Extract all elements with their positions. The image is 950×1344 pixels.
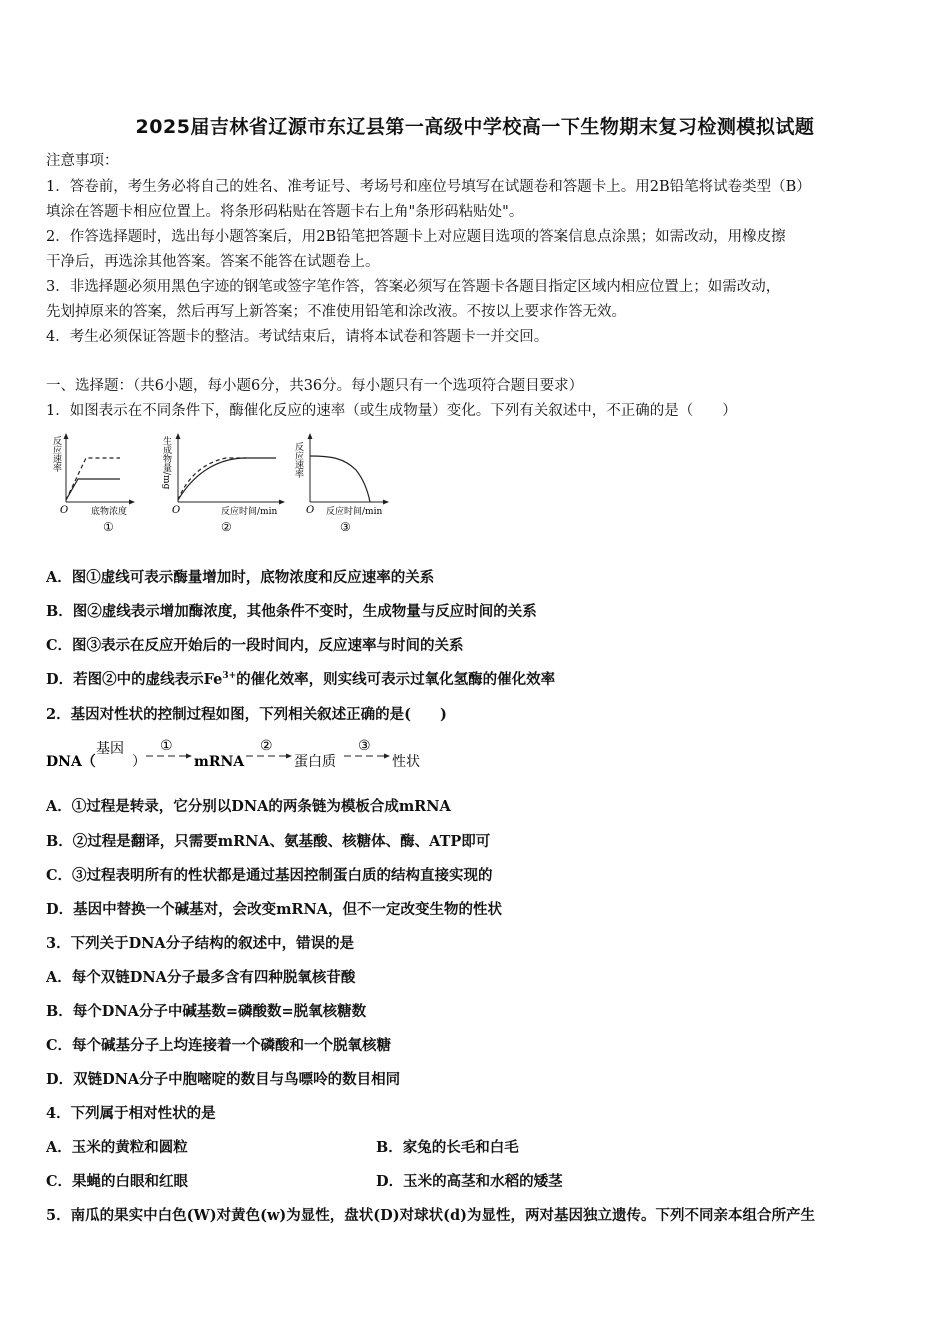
graph-3-xlabel: 反应时间/min — [326, 507, 383, 517]
graph-2 — [161, 433, 285, 534]
graph-1-ylabel: 反应速率 — [51, 436, 61, 472]
q4-row-1 — [46, 1138, 906, 1158]
q4-stem: 4．下列属于相对性状的是 — [46, 1105, 216, 1122]
q4-option-b: B．家兔的长毛和白毛 — [376, 1139, 519, 1156]
q3-option-a: A．每个双链DNA分子最多含有四种脱氧核苷酸 — [46, 969, 356, 986]
graph-3-ylabel: 反应速率 — [293, 442, 303, 478]
graph-2-origin: O — [172, 505, 181, 516]
graph-2-solid-curve — [178, 458, 276, 500]
q2-diagram-step2: ② — [260, 738, 273, 754]
page-title: 2025届吉林省辽源市东辽县第一高级中学校高一下生物期末复习检测模拟试题 — [135, 116, 815, 138]
q1-option-a: A．图①虚线可表示酶量增加时，底物浓度和反应速率的关系 — [46, 569, 435, 586]
q2-diagram-protein: 蛋白质 — [294, 754, 336, 770]
graph-3-origin: O — [306, 505, 315, 516]
graph-2-ylabel: 生成物量/mg — [161, 436, 171, 490]
q1-option-d-post: 的催化效率，则实线可表示过氧化氢酶的催化效率 — [236, 671, 556, 688]
q2-stem: 2．基因对性状的控制过程如图，下列相关叙述正确的是( ) — [46, 706, 447, 723]
q4-option-a: A．玉米的黄粒和圆粒 — [46, 1139, 188, 1156]
graph-2-xlabel: 反应时间/min — [221, 507, 278, 517]
q3-option-b: B．每个DNA分子中碱基数=磷酸数=脱氧核糖数 — [46, 1003, 367, 1020]
graph-1-number: ① — [103, 520, 114, 534]
graph-1-solid-line — [66, 479, 120, 500]
q1-option-d-sup: 3+ — [222, 671, 237, 682]
notice-line-1: 1．答卷前，考生务必将自己的姓名、准考证号、考场号和座位号填写在试题卷和答题卡上。用2B铅笔将试卷类型（B） — [46, 179, 811, 195]
q2-diagram-step1: ① — [160, 738, 173, 754]
notice-line-6: 先划掉原来的答案，然后再写上新答案；不准使用铅笔和涂改液。不按以上要求作答无效。 — [46, 304, 626, 320]
q1-option-c: C．图③表示在反应开始后的一段时间内，反应速率与时间的关系 — [46, 637, 464, 654]
q2-diagram-gene: 基因 — [96, 741, 124, 757]
notice-line-5: 3．非选择题必须用黑色字迹的钢笔或签字笔作答，答案必须写在答题卡各题目指定区域内相应位置上；如需改动， — [46, 279, 781, 295]
q1-option-b: B．图②虚线表示增加酶浓度，其他条件不变时，生成物量与反应时间的关系 — [46, 603, 537, 620]
q2-option-b: B．②过程是翻译，只需要mRNA、氨基酸、核糖体、酶、ATP即可 — [46, 833, 491, 850]
q4-row-2 — [46, 1172, 906, 1192]
q3-option-c: C．每个碱基分子上均连接着一个磷酸和一个脱氧核糖 — [46, 1037, 392, 1054]
q3-option-d: D．双链DNA分子中胞嘧啶的数目与鸟嘌呤的数目相同 — [46, 1071, 401, 1088]
graph-2-dashed-curve — [178, 458, 246, 500]
q4-option-c: C．果蝇的白眼和红眼 — [46, 1173, 189, 1190]
q2-diagram — [46, 734, 446, 776]
notice-line-3: 2．作答选择题时，选出每小题答案后，用2B铅笔把答题卡上对应题目选项的答案信息点涂黑；如需改动，用橡皮擦 — [46, 229, 786, 245]
notice-line-7: 4．考生必须保证答题卡的整洁。考试结束后，请将本试卷和答题卡一并交回。 — [46, 329, 549, 345]
q2-option-d: D．基因中替换一个碱基对，会改变mRNA，但不一定改变生物的性状 — [46, 901, 502, 918]
graph-3-number: ③ — [340, 520, 351, 534]
q2-diagram-trait: 性状 — [392, 754, 420, 770]
graph-3-curve — [310, 456, 370, 502]
notice-line-4: 干净后，再选涂其他答案。答案不能答在试题卷上。 — [46, 254, 380, 270]
notice-line-2: 填涂在答题卡相应位置上。将条形码粘贴在答题卡右上角"条形码粘贴处"。 — [46, 204, 524, 220]
q1-stem: 1．如图表示在不同条件下，酶催化反应的速率（或生成物量）变化。下列有关叙述中，不正确的是（ ） — [46, 403, 737, 419]
q1-option-d — [46, 670, 906, 690]
graph-1 — [51, 433, 135, 534]
q3-stem: 3．下列关于DNA分子结构的叙述中，错误的是 — [46, 935, 355, 952]
graph-2-number: ② — [221, 520, 232, 534]
q4-option-d: D．玉米的高茎和水稻的矮茎 — [376, 1173, 563, 1190]
q2-diagram-close: ） — [132, 754, 146, 770]
q5-stem: 5．南瓜的果实中白色(W)对黄色(w)为显性，盘状(D)对球状(d)为显性，两对基因独立遗传。下列不同亲本组合所产生 — [46, 1207, 815, 1224]
graph-1-origin: O — [60, 505, 69, 516]
graph-1-xlabel: 底物浓度 — [91, 507, 128, 517]
notice-heading: 注意事项： — [46, 153, 119, 169]
graph-3 — [293, 433, 389, 534]
q2-diagram-mrna: mRNA — [194, 754, 245, 770]
section-heading: 一、选择题：（共6小题，每小题6分，共36分。每小题只有一个选项符合题目要求） — [46, 378, 584, 394]
q2-option-c: C．③过程表明所有的性状都是通过基因控制蛋白质的结构直接实现的 — [46, 867, 493, 884]
q2-option-a: A．①过程是转录，它分别以DNA的两条链为模板合成mRNA — [46, 798, 451, 815]
q1-option-d-pre: D．若图②中的虚线表示Fe — [46, 671, 223, 688]
q2-diagram-step3: ③ — [358, 738, 371, 754]
q1-figure — [46, 430, 406, 540]
q2-diagram-dna: DNA（ — [46, 754, 96, 770]
